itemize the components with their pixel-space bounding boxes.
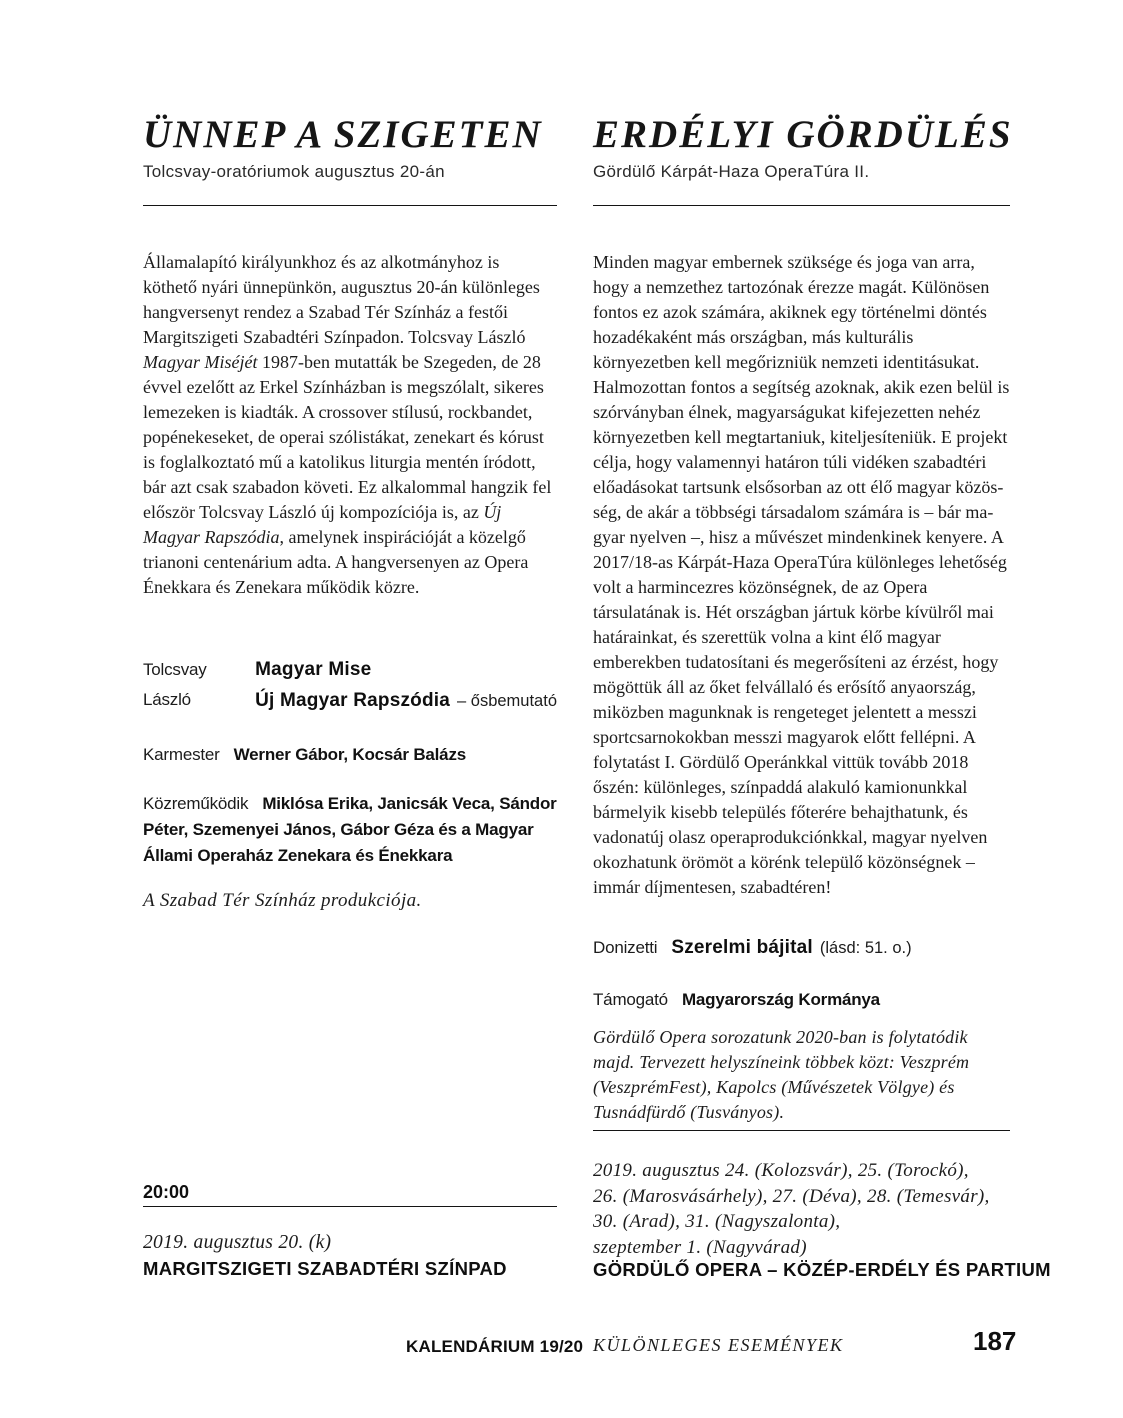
left-program-block bbox=[143, 655, 557, 912]
composer-label: Donizetti bbox=[593, 938, 658, 957]
event-venue-right: GÖRDÜLŐ OPERA – KÖZÉP-ERDÉLY ÉS PARTIUM bbox=[593, 1259, 1051, 1280]
conductor-names: Werner Gábor, Kocsár Balázs bbox=[233, 745, 466, 764]
work-line-2 bbox=[255, 686, 557, 717]
work-title-1: Magyar Mise bbox=[255, 659, 372, 680]
tour-note: Gördülő Opera sorozatunk 2020-ban is folytatódik majd. Tervezett helyszíneink többek közt: Veszprém (VeszprémFest), Kapolcs (Művészetek Völgye) és Tusnádfürdő (Tusványos). bbox=[593, 1027, 970, 1122]
right-article-subtitle: Gördülő Kárpát-Haza OperaTúra II. bbox=[593, 162, 870, 181]
right-article-title: ERDÉLYI GÖRDÜLÉS bbox=[593, 113, 1013, 156]
work-title-2: Új Magyar Rapszódia bbox=[255, 690, 451, 711]
contributors-label: Közreműködik bbox=[143, 794, 249, 813]
author-label: Tolcsvay László bbox=[143, 660, 207, 709]
left-article-title: ÜNNEP A SZIGETEN bbox=[143, 113, 543, 156]
left-header-divider bbox=[143, 205, 557, 206]
contributors-line bbox=[143, 791, 557, 869]
work-line-1 bbox=[255, 655, 557, 686]
footer-publication: KALENDÁRIUM 19/20 bbox=[406, 1337, 584, 1356]
opera-work-line bbox=[593, 935, 1010, 962]
tour-date-line: szeptember 1. (Nagyvárad) bbox=[593, 1236, 807, 1258]
opera-work-note: (lásd: 51. o.) bbox=[819, 939, 912, 957]
left-article-body: Államalapító királyunkhoz és az alkotmányhoz is köthető nyári ünnepünkön, augusztus 20-án különleges hangversenyt rendez a Szabad Tér Színház a festői Margitszigeti Szabadtéri Színpadon. Tolcsvay László Magyar Miséjét 1987-ben mutatták be Szegeden, de 28 évvel ezelőtt az Erkel Színházban is megszólalt, sikeres lemezeken is kiadták. A crossover stílusú, rockbandet, popénekeseket, de operai szólistákat, zenekart és kórust is foglalkoztató mű a katolikus liturgia mentén íródott, bár azt csak szabadon követi. Ez alkalommal hangzik fel először Tolcsvay László új kompozíciója is, az Új Magyar Rapszódia, amelynek inspirációját a közelgő trianoni centenárium adta. A hangversenyen az Opera Énekkara és Zenekara működik közre. bbox=[143, 252, 552, 597]
time-divider bbox=[143, 1206, 557, 1207]
supporter-label: Támogató bbox=[593, 990, 668, 1009]
tour-date-line: 2019. augusztus 24. (Kolozsvár), 25. (Torockó), bbox=[593, 1160, 969, 1181]
supporter-name: Magyarország Kormánya bbox=[681, 990, 880, 1009]
right-header-divider bbox=[593, 205, 1010, 206]
right-program-block bbox=[593, 935, 1010, 1125]
production-note: A Szabad Tér Színház produkciója. bbox=[143, 890, 422, 911]
opera-work-title: Szerelmi bájital bbox=[671, 937, 813, 958]
supporter-line bbox=[593, 985, 1010, 1016]
premiere-note: – ősbemutató bbox=[457, 692, 557, 710]
conductor-line bbox=[143, 740, 557, 771]
event-venue-left: MARGITSZIGETI SZABADTÉRI SZÍNPAD bbox=[143, 1258, 507, 1279]
program-works bbox=[143, 655, 557, 717]
tour-divider bbox=[593, 1130, 1010, 1131]
contributors-names: Miklósa Erika, Janicsák Veca, Sándor Péter, Szemenyei János, Gábor Géza és a Magyar Állami Operaház Zenekara és Énekkara bbox=[143, 794, 557, 865]
right-article-body: Minden magyar embernek szüksége és joga van arra, hogy a nemzethez tartozónak érezze magát. Különösen fontos ez azok számára, akiknek egy történelmi döntés hozadékaként más országban, más kulturális környezetben kell megőrizniük nemzeti identitásukat. Halmozottan fontos a segítség azoknak, akik ezen belül is szórványban élnek, magyarságukat kifejezetten nehéz környezetben kell megtartaniuk, kiteljesíteniük. E projekt célja, hogy valamennyi határon túli vidéken szabadtéri előadásokat tartsunk elsősorban az ott élő magyar közösség, de akár a többségi társadalom számára is – bár magyar nyelven –, hisz a művészet mindenkinek kenyere. A 2017/18-as Kárpát-Haza OperaTúra különleges lehetőség volt a harmincezres közönségnek, de az Opera társulatának is. Hét országban jártuk körbe kívülről mai határainkat, és szerettük volna a kint élő magyar emberekben tudatosítani és megerősíteni az érzést, hogy mögöttük áll az őket felvállaló és erősítő anyaország, miközben magunknak is rengeteget jelentett a messzi sportcsarnokokban messzi magyarok előtt fellépni. A folytatást I. Gördülő Operánkkal vittük tovább 2018 őszén: különleges, színpaddá alakuló kamionunkkal bármelyik kisebb település főterére behajthatunk, és vadonatúj olasz operaprodukciónkkal, magyar nyelven okozhatunk örömöt a körénk települő közönségnek – immár díjmentesen, szabadtéren! bbox=[593, 252, 1010, 897]
footer-section: KÜLÖNLEGES ESEMÉNYEK bbox=[593, 1335, 844, 1355]
tour-date-line: 30. (Arad), 31. (Nagyszalonta), bbox=[593, 1211, 841, 1232]
works-list bbox=[255, 655, 557, 717]
left-article-subtitle: Tolcsvay-oratóriumok augusztus 20-án bbox=[143, 162, 445, 181]
tour-dates bbox=[593, 1158, 990, 1260]
tour-date-line: 26. (Marosvásárhely), 27. (Déva), 28. (Temesvár), bbox=[593, 1185, 990, 1207]
event-time: 20:00 bbox=[143, 1182, 190, 1202]
conductor-label: Karmester bbox=[143, 745, 220, 764]
event-date: 2019. augusztus 20. (k) bbox=[143, 1232, 332, 1253]
page-number: 187 bbox=[973, 1326, 1017, 1356]
